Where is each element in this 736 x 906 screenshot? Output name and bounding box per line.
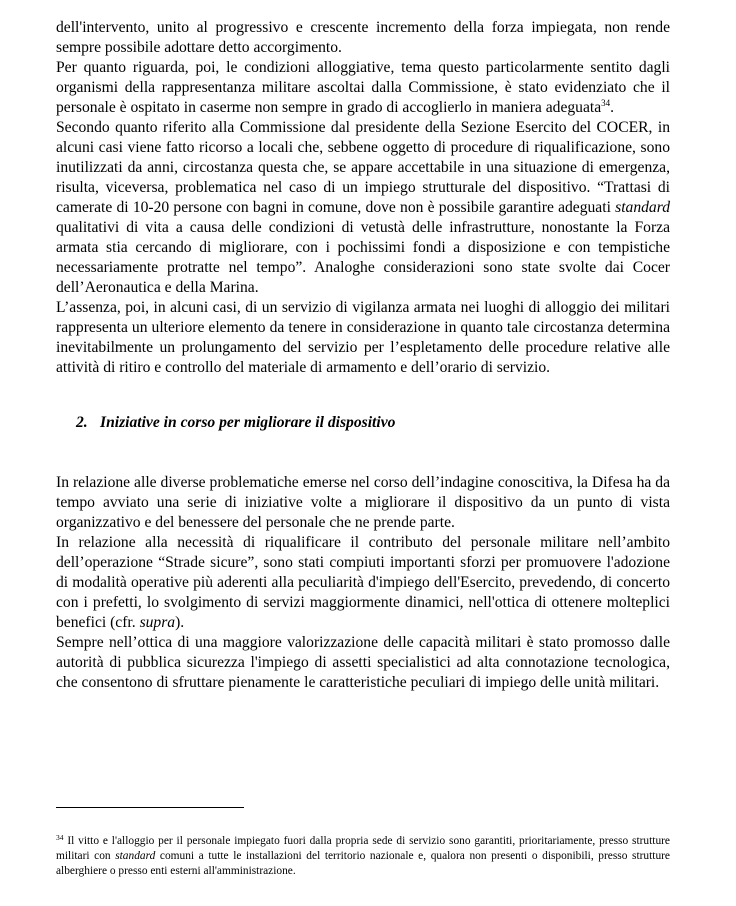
section-number: 2.: [76, 414, 88, 431]
body-paragraph: Per quanto riguarda, poi, le condizioni alloggiative, tema questo particolarmente sentito dagli organismi della rappresentanza militare ascoltai dalla Commissione, è stato evidenziato che il personale è ospitato in caserme non sempre in grado di accoglierlo in maniera adeguata$^{34}$.: [56, 59, 670, 116]
italic-term: standard: [115, 850, 156, 862]
footnote-text: Il vitto e l'alloggio per il personale impiegato fuori dalla propria sede di servizio sono garantiti, prioritariamente, presso strutture militari con: [56, 835, 670, 862]
footnote-text: comuni a tutte le installazioni del territorio nazionale e, qualora non presenti o disponibili, presso strutture alberghiere o presso enti esterni all'amministrazione.: [56, 850, 670, 877]
body-paragraph: L’assenza, poi, in alcuni casi, di un servizio di vigilanza armata nei luoghi di alloggio dei militari rappresenta un ulteriore elemento da tenere in considerazione in quanto tale circostanza determina inevitabilmente un prolungamento del servizio per l’espletamento delle procedure relative alle attività di ritiro e controllo del materiale di armamento e dell’orario di servizio.: [56, 299, 670, 376]
body-paragraph: Sempre nell’ottica di una maggiore valorizzazione delle capacità militari è stato promosso dalle autorità di pubblica sicurezza l'impiego di assetti specialistici ad alta connotazione tecnologica, che consentono di sfruttare pienamente le caratteristiche peculiari di impiego delle unità militari.: [56, 634, 670, 691]
footnote-mark: 34: [56, 833, 64, 842]
footnote: [56, 834, 670, 879]
paragraph-text: ).: [175, 614, 185, 631]
section-heading: [76, 413, 670, 433]
body-paragraph: [56, 118, 670, 298]
paragraph-text: Secondo quanto riferito alla Commissione dal presidente della Sezione Esercito del COCER, in alcuni casi viene fatto ricorso a locali che, sebbene oggetto di procedure di riqualificazione, sono inutilizzati da anni, circostanza questa che, se appare accettabile in una situazione di emergenza, risulta, viceversa, problematica nel caso di un impiego strutturale del dispositivo. “Trattasi di camerate di 10-20 persone con bagni in comune, dove non è possibile garantire adeguati: [56, 119, 670, 216]
body-paragraph: dell'intervento, unito al progressivo e crescente incremento della forza impiegata, non rende sempre possibile adottare detto accorgimento.: [56, 19, 670, 56]
footnote-reference[interactable]: 34: [601, 98, 611, 108]
paragraph-text: qualitativi di vita a causa delle condizioni di vetustà delle infrastrutture, nonostante la Forza armata stia cercando di migliorare, con i pochissimi fondi a disposizione e con tempistiche necessariamente protratte nel tempo”. Analoghe considerazioni sono state svolte dai Cocer dell’Aeronautica e della Marina.: [56, 219, 670, 296]
paragraph-text: In relazione alla necessità di riqualificare il contributo del personale militare nell’ambito dell’operazione “Strade sicure”, sono stati compiuti importanti sforzi per promuovere l'adozione di modalità operative più aderenti alla peculiarità d'impiego dell'Esercito, prevedendo, di concerto con i prefetti, lo svolgimento di servizi maggiormente dinamici, nell'ottica di ottenere molteplici benefici (cfr.: [56, 534, 670, 631]
footnote-separator: [56, 807, 244, 808]
italic-term: standard: [615, 199, 670, 216]
section-title: Iniziative in corso per migliorare il dispositivo: [100, 414, 396, 431]
body-paragraph: In relazione alle diverse problematiche emerse nel corso dell’indagine conoscitiva, la Difesa ha da tempo avviato una serie di iniziative volte a migliorare il dispositivo da un punto di vista organizzativo e del benessere del personale che ne prende parte.: [56, 474, 670, 531]
paragraph-text: Per quanto riguarda, poi, le condizioni alloggiative, tema questo particolarmente sentito dagli organismi della rappresentanza militare ascoltai dalla Commissione, è stato evidenziato che il personale è ospitato in caserme non sempre in grado di accoglierlo in maniera adeguata: [56, 59, 670, 116]
body-paragraph: [56, 533, 670, 633]
italic-term: supra: [139, 614, 176, 631]
document-page: [56, 18, 670, 693]
